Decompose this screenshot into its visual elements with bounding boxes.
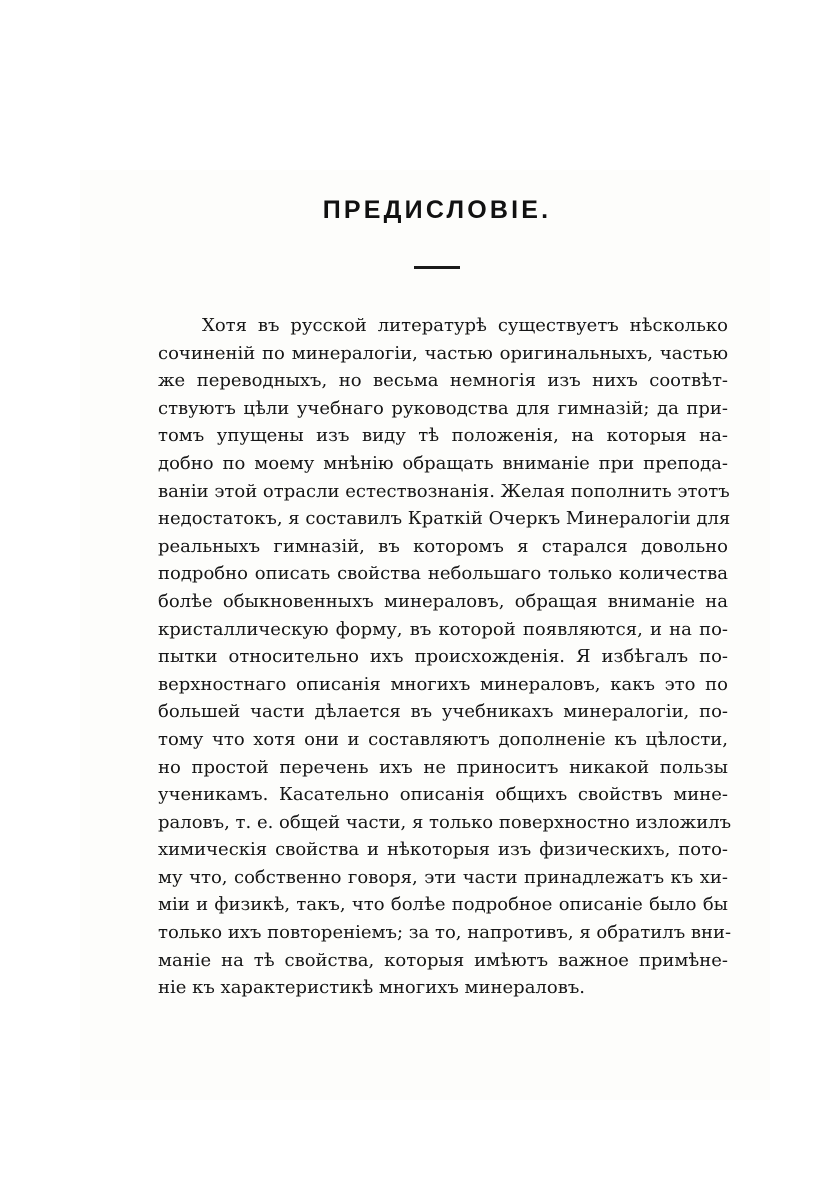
text-line: ученикамъ. Касательно описанія общихъ свойствъ мине-: [158, 784, 728, 806]
text-line: тому что хотя они и составляютъ дополненіе къ цѣлости,: [158, 728, 728, 750]
text-line: сочиненій по минералогіи, частью оригинальныхъ, частью: [158, 342, 728, 364]
text-line: томъ упущены изъ виду тѣ положенія, на которыя на-: [158, 425, 728, 447]
text-line: Хотя въ русской литературѣ существуетъ нѣсколько: [202, 315, 728, 336]
text-line: недостатокъ, я составилъ Краткій Очеркъ Минералогіи для: [158, 508, 731, 530]
text-line: добно по моему мнѣнію обращать вниманіе при препода-: [158, 452, 728, 474]
text-line: раловъ, т. е. общей части, я только поверхностно изложилъ: [158, 811, 732, 833]
text-line: но простой перечень ихъ не приноситъ никакой пользы: [158, 756, 728, 778]
text-line: ваніи этой отрасли естествознанія. Желая пополнить этотъ: [158, 480, 730, 502]
text-line: пытки относительно ихъ происхожденія. Я избѣгалъ по-: [158, 646, 728, 668]
text-line: большей части дѣлается въ учебникахъ минералогіи, по-: [158, 701, 728, 723]
text-line: му что, собственно говоря, эти части принадлежатъ къ хи-: [158, 866, 728, 888]
text-line: ніе къ характеристикѣ многихъ минераловъ.: [158, 977, 585, 999]
text-line: химическія свойства и нѣкоторыя изъ физическихъ, пото-: [158, 839, 728, 861]
text-line: же переводныхъ, но весьма немногія изъ нихъ соотвѣт-: [158, 370, 728, 392]
page-title: ПРЕДИСЛОВІЕ.: [322, 196, 552, 224]
text-line: кристаллическую форму, въ которой появляются, и на по-: [158, 618, 728, 640]
preface-paragraph: [158, 312, 732, 1002]
title-rule: [414, 266, 460, 269]
text-line: верхностнаго описанія многихъ минераловъ, какъ это по: [158, 673, 728, 695]
text-line: реальныхъ гимназій, въ которомъ я старался довольно: [158, 535, 728, 557]
text-line: болѣе обыкновенныхъ минераловъ, обращая вниманіе на: [158, 590, 728, 612]
text-line: міи и физикѣ, такъ, что болѣе подробное описаніе было бы: [158, 894, 728, 916]
text-line: маніе на тѣ свойства, которыя имѣютъ важное примѣне-: [158, 949, 728, 971]
text-line: ствуютъ цѣли учебнаго руководства для гимназій; да при-: [158, 397, 728, 419]
text-line: только ихъ повтореніемъ; за то, напротивъ, я обратилъ вни-: [158, 922, 732, 944]
text-line: подробно описать свойства небольшаго только количества: [158, 563, 728, 585]
